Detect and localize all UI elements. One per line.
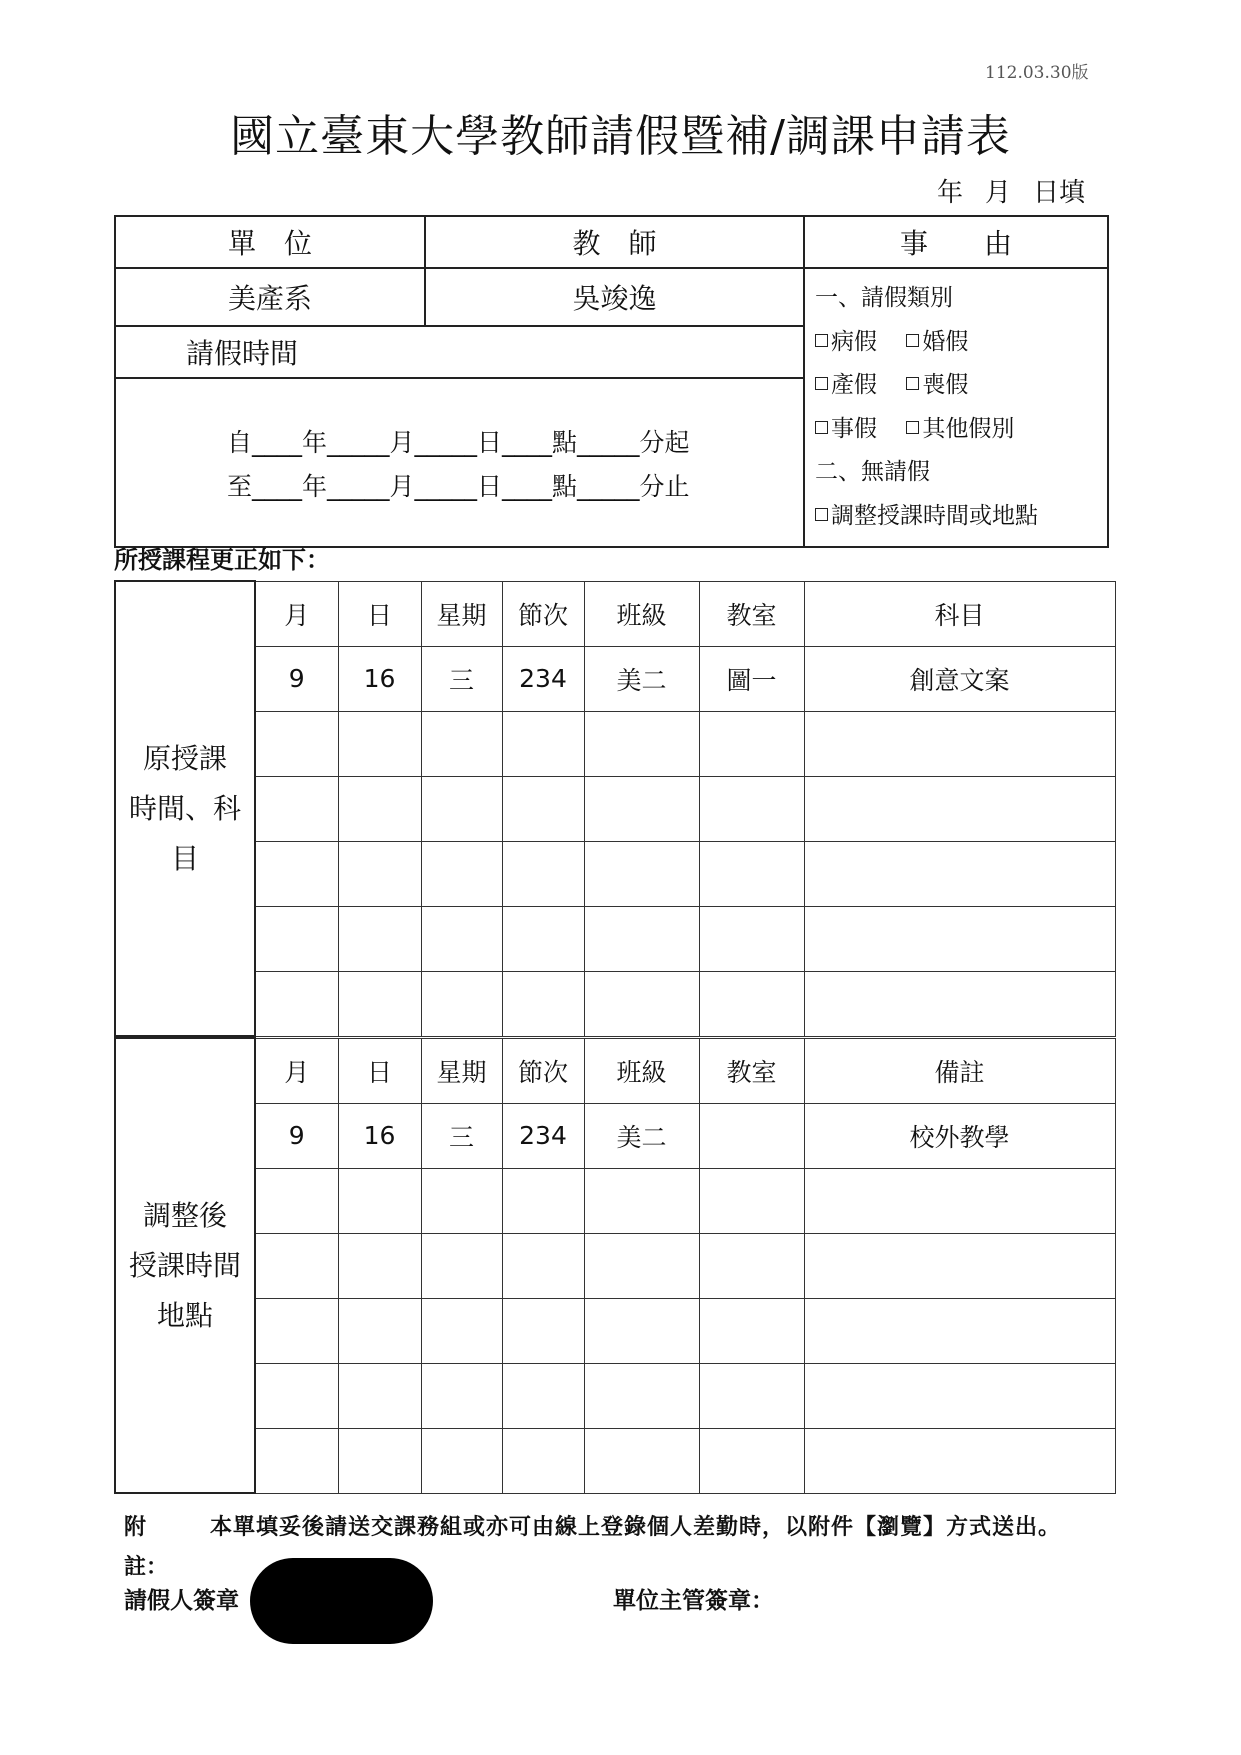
applicant-signature-label: 請假人簽章 bbox=[124, 1588, 239, 1614]
adjusted-cell bbox=[804, 1428, 1115, 1493]
unit-label: 單 位 bbox=[115, 216, 425, 268]
adjusted-side-label-line: 調整後 bbox=[142, 1198, 227, 1232]
adjusted-cell bbox=[502, 1363, 584, 1428]
original-cell bbox=[255, 906, 338, 971]
adjusted-cell bbox=[502, 1168, 584, 1233]
original-side-label bbox=[115, 581, 255, 1036]
supervisor-signature-label: 單位主管簽章： bbox=[613, 1588, 774, 1614]
adjusted-header-cell: 教室 bbox=[699, 1038, 804, 1103]
adjusted-row bbox=[115, 1298, 1115, 1363]
original-cell bbox=[338, 841, 421, 906]
original-cell bbox=[255, 971, 338, 1036]
adjusted-cell bbox=[584, 1233, 699, 1298]
marriage-checkbox[interactable] bbox=[906, 334, 919, 347]
original-cell bbox=[338, 971, 421, 1036]
date-year: 年 bbox=[937, 178, 964, 208]
funeral-checkbox[interactable] bbox=[906, 377, 919, 390]
original-schedule-table bbox=[114, 580, 1116, 1037]
teacher-value: 吳竣逸 bbox=[425, 268, 804, 326]
note-label-line1: 附 bbox=[124, 1515, 147, 1540]
maternity-label: 產假 bbox=[831, 372, 877, 398]
adjusted-cell bbox=[699, 1168, 804, 1233]
adjusted-header-cell: 星期 bbox=[421, 1038, 502, 1103]
reason-label: 事 由 bbox=[804, 216, 1108, 268]
original-cell bbox=[584, 906, 699, 971]
original-row bbox=[115, 646, 1115, 711]
reason-cell bbox=[804, 268, 1108, 547]
adjusted-cell bbox=[338, 1233, 421, 1298]
adjusted-cell bbox=[421, 1363, 502, 1428]
leave-time-label: 請假時間 bbox=[115, 326, 804, 378]
original-row bbox=[115, 581, 1115, 646]
original-cell bbox=[338, 776, 421, 841]
original-cell bbox=[255, 776, 338, 841]
header-table bbox=[114, 215, 1109, 548]
original-cell bbox=[699, 906, 804, 971]
original-header-cell: 教室 bbox=[699, 581, 804, 646]
adjusted-header-cell: 節次 bbox=[502, 1038, 584, 1103]
original-cell bbox=[699, 776, 804, 841]
adjusted-cell bbox=[699, 1103, 804, 1168]
marriage-label: 婚假 bbox=[922, 328, 969, 355]
adjusted-cell bbox=[502, 1233, 584, 1298]
adjusted-cell bbox=[338, 1363, 421, 1428]
original-header-cell: 月 bbox=[255, 581, 338, 646]
unit-value: 美產系 bbox=[115, 268, 425, 326]
leave-to-line: 至____年_____月_____日____點_____分止 bbox=[227, 471, 690, 501]
adjusted-cell bbox=[804, 1363, 1115, 1428]
adjusted-cell bbox=[255, 1168, 338, 1233]
original-cell bbox=[421, 971, 502, 1036]
page-title: 國立臺東大學教師請假暨補/調課申請表 bbox=[230, 111, 1011, 162]
adjusted-cell bbox=[255, 1298, 338, 1363]
original-row bbox=[115, 971, 1115, 1036]
adjusted-cell bbox=[338, 1168, 421, 1233]
original-row bbox=[115, 841, 1115, 906]
adjusted-header-cell: 班級 bbox=[584, 1038, 699, 1103]
original-cell bbox=[255, 841, 338, 906]
original-cell bbox=[699, 841, 804, 906]
original-cell bbox=[421, 711, 502, 776]
original-row bbox=[115, 711, 1115, 776]
adjusted-cell bbox=[421, 1168, 502, 1233]
version-label: 112.03.30版 bbox=[985, 63, 1089, 83]
adjusted-cell: 234 bbox=[502, 1103, 584, 1168]
original-cell bbox=[584, 841, 699, 906]
adjusted-cell bbox=[699, 1233, 804, 1298]
adjust-checkbox[interactable] bbox=[815, 508, 828, 521]
adjusted-cell bbox=[584, 1168, 699, 1233]
original-header-cell: 班級 bbox=[584, 581, 699, 646]
adjusted-side-label bbox=[115, 1038, 255, 1493]
personal-checkbox[interactable] bbox=[815, 421, 828, 434]
original-cell bbox=[584, 711, 699, 776]
original-cell bbox=[584, 776, 699, 841]
leave-from-line: 自____年_____月_____日____點_____分起 bbox=[227, 427, 690, 457]
adjusted-header-cell: 日 bbox=[338, 1038, 421, 1103]
adjusted-cell bbox=[421, 1428, 502, 1493]
original-cell bbox=[502, 776, 584, 841]
original-cell bbox=[421, 841, 502, 906]
original-cell bbox=[502, 841, 584, 906]
original-side-label-line: 原授課 bbox=[142, 741, 227, 775]
original-header-cell: 日 bbox=[338, 581, 421, 646]
adjusted-schedule-table bbox=[114, 1037, 1116, 1494]
leave-time-box bbox=[115, 378, 804, 547]
adjusted-cell: 美二 bbox=[584, 1103, 699, 1168]
adjusted-cell bbox=[699, 1363, 804, 1428]
adjusted-side-label-line: 授課時間 bbox=[128, 1248, 241, 1282]
original-cell: 234 bbox=[502, 646, 584, 711]
adjust-label: 調整授課時間或地點 bbox=[831, 502, 1038, 529]
original-cell bbox=[804, 776, 1115, 841]
adjusted-cell bbox=[584, 1298, 699, 1363]
teacher-label: 教 師 bbox=[425, 216, 804, 268]
adjusted-row bbox=[115, 1428, 1115, 1493]
adjusted-cell bbox=[502, 1428, 584, 1493]
adjusted-cell bbox=[421, 1298, 502, 1363]
adjusted-row bbox=[115, 1363, 1115, 1428]
original-row bbox=[115, 906, 1115, 971]
reason-section-2: 二、無請假 bbox=[815, 459, 930, 485]
personal-label: 事假 bbox=[831, 415, 877, 442]
reason-section-1: 一、請假類別 bbox=[815, 285, 953, 311]
date-month: 月 bbox=[985, 178, 1012, 208]
original-side-label-line: 時間、科 bbox=[128, 791, 241, 825]
original-cell bbox=[502, 711, 584, 776]
note-label bbox=[124, 1508, 168, 1588]
original-cell bbox=[421, 906, 502, 971]
original-cell bbox=[502, 906, 584, 971]
funeral-label: 喪假 bbox=[922, 372, 969, 398]
original-cell bbox=[804, 841, 1115, 906]
original-cell bbox=[338, 906, 421, 971]
redacted-signature bbox=[250, 1558, 433, 1644]
note-label-line2: 註： bbox=[124, 1555, 169, 1580]
original-header-cell: 星期 bbox=[421, 581, 502, 646]
original-cell bbox=[338, 711, 421, 776]
adjusted-row bbox=[115, 1103, 1115, 1168]
other-checkbox[interactable] bbox=[906, 421, 919, 434]
adjusted-row bbox=[115, 1233, 1115, 1298]
adjusted-cell bbox=[804, 1298, 1115, 1363]
date-fill bbox=[915, 172, 1085, 209]
original-cell bbox=[804, 711, 1115, 776]
adjusted-side-label-line: 地點 bbox=[156, 1298, 213, 1332]
adjusted-row bbox=[115, 1168, 1115, 1233]
adjusted-cell bbox=[699, 1428, 804, 1493]
date-day: 日填 bbox=[1033, 178, 1086, 208]
sick-label: 病假 bbox=[831, 328, 877, 355]
sick-checkbox[interactable] bbox=[815, 334, 828, 347]
section-title: 所授課程更正如下： bbox=[114, 546, 330, 574]
original-cell bbox=[421, 776, 502, 841]
adjusted-row bbox=[115, 1038, 1115, 1103]
note-text: 本單填妥後請送交課務組或亦可由線上登錄個人差勤時，以附件【瀏覽】方式送出。 bbox=[210, 1515, 1062, 1540]
original-cell bbox=[502, 971, 584, 1036]
adjusted-cell: 三 bbox=[421, 1103, 502, 1168]
original-cell bbox=[699, 711, 804, 776]
adjusted-cell bbox=[255, 1428, 338, 1493]
original-cell: 9 bbox=[255, 646, 338, 711]
original-cell bbox=[804, 971, 1115, 1036]
maternity-checkbox[interactable] bbox=[815, 377, 828, 390]
original-cell bbox=[255, 711, 338, 776]
adjusted-cell bbox=[584, 1363, 699, 1428]
adjusted-cell bbox=[699, 1298, 804, 1363]
original-header-cell: 科目 bbox=[804, 581, 1115, 646]
adjusted-cell bbox=[338, 1298, 421, 1363]
original-cell: 創意文案 bbox=[804, 646, 1115, 711]
original-cell: 16 bbox=[338, 646, 421, 711]
original-cell: 圖一 bbox=[699, 646, 804, 711]
adjusted-cell bbox=[338, 1428, 421, 1493]
adjusted-cell: 9 bbox=[255, 1103, 338, 1168]
original-header-cell: 節次 bbox=[502, 581, 584, 646]
adjusted-cell bbox=[502, 1298, 584, 1363]
original-cell bbox=[804, 906, 1115, 971]
original-row bbox=[115, 776, 1115, 841]
adjusted-header-cell: 月 bbox=[255, 1038, 338, 1103]
adjusted-cell bbox=[421, 1233, 502, 1298]
adjusted-cell bbox=[804, 1168, 1115, 1233]
original-cell bbox=[584, 971, 699, 1036]
adjusted-header-cell: 備註 bbox=[804, 1038, 1115, 1103]
original-side-label-line: 目 bbox=[170, 841, 199, 875]
adjusted-cell bbox=[804, 1233, 1115, 1298]
other-label: 其他假別 bbox=[922, 415, 1015, 442]
original-cell: 美二 bbox=[584, 646, 699, 711]
adjusted-cell bbox=[584, 1428, 699, 1493]
adjusted-cell bbox=[255, 1363, 338, 1428]
original-cell bbox=[699, 971, 804, 1036]
adjusted-cell: 校外教學 bbox=[804, 1103, 1115, 1168]
original-cell: 三 bbox=[421, 646, 502, 711]
adjusted-cell bbox=[255, 1233, 338, 1298]
adjusted-cell: 16 bbox=[338, 1103, 421, 1168]
